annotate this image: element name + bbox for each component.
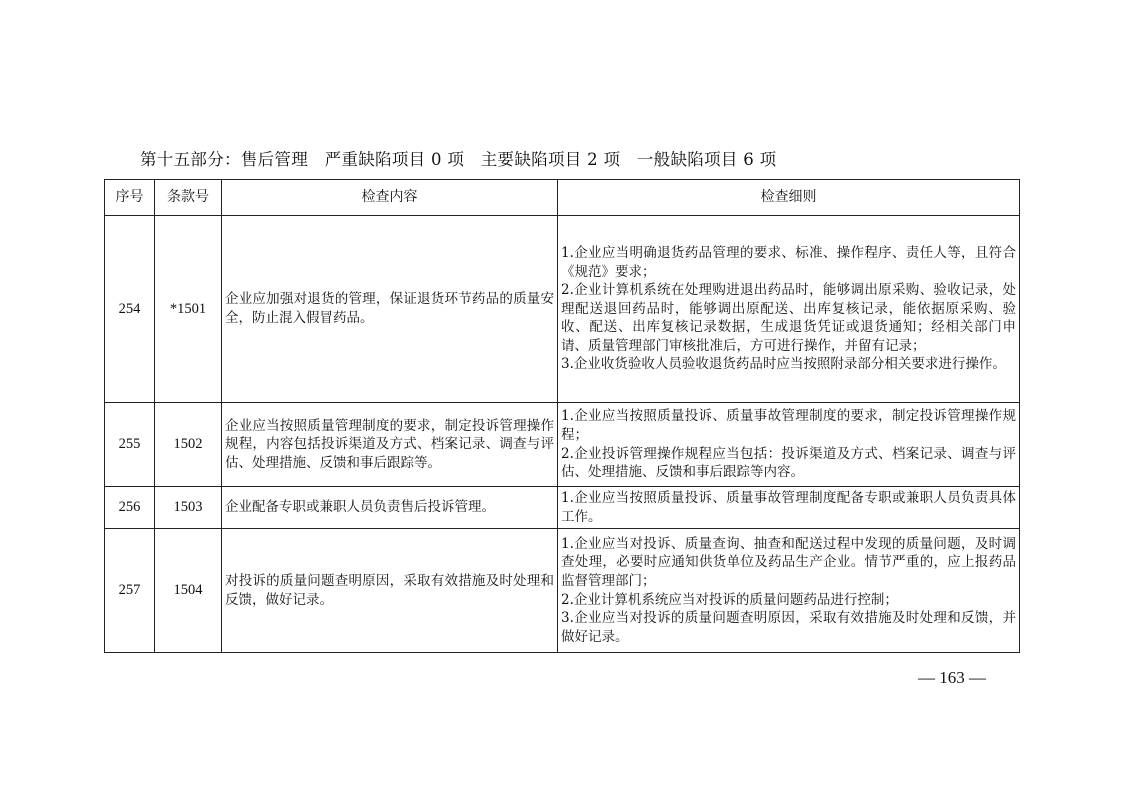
row-clause: 1504 [155,529,222,653]
detail-item: 2.企业计算机系统应当对投诉的质量问题药品进行控制； [561,591,898,608]
row-details [558,403,1020,487]
header-no: 序号 [105,180,155,216]
detail-item: 2.企业计算机系统在处理购进退出药品时，能够调出原采购、验收记录，处理配送退回药品时，能够调出原配送、出库复核记录，能依据原采购、验收、配送、出库复核记录数据，生成退货凭证或退货通知；经相关部门申请、质量管理部门审核批准后，方可进行操作，并留有记录； [561,282,1016,354]
row-clause: *1501 [155,216,222,403]
row-content: 企业应加强对退货的管理，保证退货环节药品的质量安全，防止混入假冒药品。 [222,216,558,403]
row-no: 256 [105,487,155,529]
table-header-row [105,180,1020,216]
table-row [105,403,1020,487]
table-row [105,529,1020,653]
row-details [558,216,1020,403]
inspection-table [104,179,1020,653]
row-no: 257 [105,529,155,653]
table-row [105,487,1020,529]
detail-item: 1.企业应当明确退货药品管理的要求、标准、操作程序、责任人等，且符合《规范》要求； [561,244,1016,280]
header-content: 检查内容 [222,180,558,216]
row-content: 对投诉的质量问题查明原因，采取有效措施及时处理和反馈，做好记录。 [222,529,558,653]
header-details: 检查细则 [558,180,1020,216]
header-clause: 条款号 [155,180,222,216]
row-no: 254 [105,216,155,403]
detail-item: 3.企业收货验收人员验收退货药品时应当按照附录部分相关要求进行操作。 [561,356,1006,373]
detail-item: 2.企业投诉管理操作规程应当包括：投诉渠道及方式、档案记录、调查与评估、处理措施、反馈和事后跟踪等内容。 [561,445,1016,481]
row-clause: 1503 [155,487,222,529]
table-row [105,216,1020,403]
row-clause: 1502 [155,403,222,487]
row-content: 企业应当按照质量管理制度的要求，制定投诉管理操作规程，内容包括投诉渠道及方式、档案记录、调查与评估、处理措施、反馈和事后跟踪等。 [222,403,558,487]
row-details [558,487,1020,529]
row-no: 255 [105,403,155,487]
row-details [558,529,1020,653]
section-heading: 第十五部分：售后管理 严重缺陷项目 0 项 主要缺陷项目 2 项 一般缺陷项目 6 项 [140,150,777,169]
page-number: — 163 — [918,668,986,687]
detail-item: 1.企业应当对投诉、质量查询、抽查和配送过程中发现的质量问题，及时调查处理，必要时应通知供货单位及药品生产企业。情节严重的，应上报药品监督管理部门； [561,535,1016,589]
detail-item: 1.企业应当按照质量投诉、质量事故管理制度的要求，制定投诉管理操作规程； [561,408,1016,443]
detail-item: 3.企业应当对投诉的质量问题查明原因，采取有效措施及时处理和反馈，并做好记录。 [561,610,1016,645]
row-content: 企业配备专职或兼职人员负责售后投诉管理。 [222,487,558,529]
detail-item: 1.企业应当按照质量投诉、质量事故管理制度配备专职或兼职人员负责具体工作。 [561,489,1016,525]
